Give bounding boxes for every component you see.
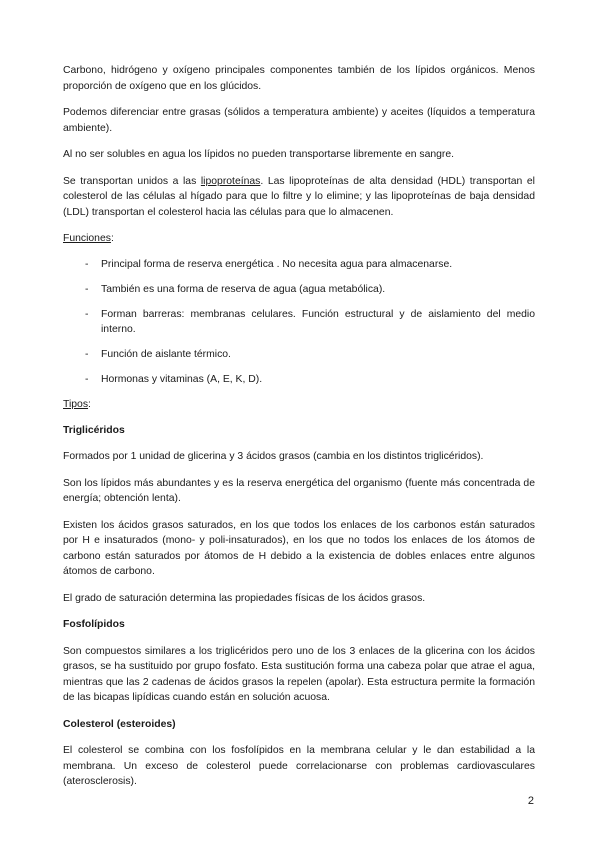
page-number: 2 — [527, 795, 534, 807]
funciones-label-colon: : — [110, 233, 114, 244]
funciones-list — [63, 257, 535, 388]
funciones-label-text: Funciones — [63, 233, 111, 244]
tipos-label-colon: : — [88, 399, 91, 410]
list-item — [63, 307, 535, 338]
list-item — [63, 282, 535, 298]
list-item — [63, 372, 535, 388]
list-item — [63, 347, 535, 363]
list-dash: - — [85, 308, 89, 320]
trigliceridos-paragraph-1: Formados por 1 unidad de glicerina y 3 ácidos grasos (cambia en los distintos triglicéridos). — [63, 451, 484, 462]
colesterol-heading: Colesterol (esteroides) — [63, 718, 176, 730]
list-item — [63, 257, 535, 273]
list-item-text: Hormonas y vitaminas (A, E, K, D). — [101, 374, 263, 385]
lipoproteinas-link[interactable]: lipoproteínas — [200, 175, 261, 187]
transport-text-before: Se transportan unidos a las — [63, 175, 201, 187]
trigliceridos-heading: Triglicéridos — [63, 424, 125, 436]
colesterol-paragraph-1: El colesterol se combina con los fosfolípidos en la membrana celular y le dan estabilidad a la membrana. Un exceso de colesterol puede correlacionarse con problemas cardiovasculares (aterosclerosis). — [63, 745, 535, 787]
list-dash: - — [85, 349, 89, 360]
list-dash: - — [85, 374, 89, 385]
funciones-label — [63, 231, 535, 247]
intro-paragraph-2: Podemos diferenciar entre grasas (sólidos a temperatura ambiente) y aceites (líquidos a temperatura ambiente). — [63, 107, 535, 134]
document-page — [63, 63, 535, 801]
tipos-label-text: Tipos — [63, 399, 89, 410]
list-item-text: Principal forma de reserva energética . No necesita agua para almacenarse. — [101, 258, 453, 270]
trigliceridos-paragraph-4: El grado de saturación determina las propiedades físicas de los ácidos grasos. — [63, 592, 426, 604]
list-dash: - — [85, 258, 89, 270]
tipos-label — [63, 397, 535, 413]
list-item-text: Función de aislante térmico. — [101, 349, 231, 360]
transport-paragraph — [63, 174, 535, 221]
transport-text-after: . Las lipoproteínas de alta densidad (HDL) transportan el colesterol de las células al hígado para que lo filtre y lo elimine; y las lipoproteínas de baja densidad (LDL) transportan el colesterol hacia las células para que lo almacenen. — [63, 175, 535, 218]
fosfolipidos-heading: Fosfolípidos — [63, 619, 125, 630]
list-item-text: También es una forma de reserva de agua (agua metabólica). — [101, 283, 386, 295]
intro-paragraph-3: Al no ser solubles en agua los lípidos no pueden transportarse libremente en sangre. — [63, 149, 455, 160]
trigliceridos-paragraph-3: Existen los ácidos grasos saturados, en los que todos los enlaces de los carbonos están saturados por H e insaturados (mono- y poli-insaturados), en los que no todos los enlaces de los átomos de carbono están saturados por átomos de H debido a la existencia de dobles enlaces entre algunos átomos de carbono. — [63, 519, 535, 577]
trigliceridos-paragraph-2: Son los lípidos más abundantes y es la reserva energética del organismo (fuente más concentrada de energía; obtención lenta). — [63, 477, 535, 504]
fosfolipidos-paragraph-1: Son compuestos similares a los triglicéridos pero uno de los 3 enlaces de la glicerina con los ácidos grasos, se ha sustituido por grupo fosfato. Esta sustitución forma una cabeza polar que atrae el agua, mientras que las 2 cadenas de ácidos grasos la repelen (apolar). Esta estructura permite la formación de las bicapas lipídicas cuando están en solución acuosa. — [63, 645, 535, 703]
list-item-text: Forman barreras: membranas celulares. Función estructural y de aislamiento del medio interno. — [101, 308, 535, 335]
intro-paragraph-1: Carbono, hidrógeno y oxígeno principales componentes también de los lípidos orgánicos. Menos proporción de oxígeno que en los glúcidos. — [63, 65, 535, 92]
list-dash: - — [85, 283, 89, 295]
